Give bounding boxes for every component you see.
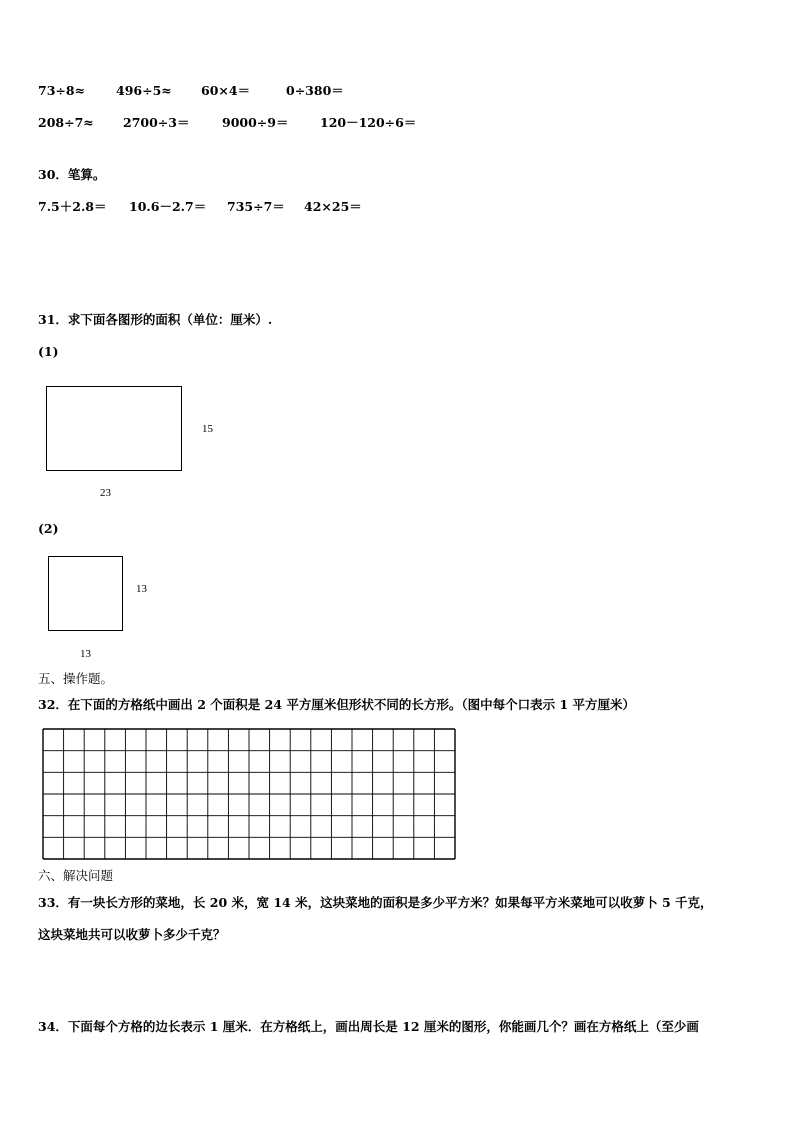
section-5-heading: 五、操作题。 [38,671,114,686]
calc-item: 10.6－2.7＝ [129,199,207,214]
calc-item: 496÷5≈ [116,83,172,98]
question-33-line-2: 这块菜地共可以收萝卜多少千克？ [38,927,226,942]
question-30-title: 30．笔算。 [38,167,106,182]
rectangle-figure [46,386,182,471]
rectangle-width-label: 23 [100,487,111,499]
calc-item: 735÷7＝ [227,199,285,214]
calc-item: 120－120÷6＝ [320,115,417,130]
question-31-title: 31．求下面各图形的面积（单位：厘米）. [38,312,273,327]
calc-item: 208÷7≈ [38,115,94,130]
rectangle-height-label: 15 [202,423,213,435]
calc-item: 73÷8≈ [38,83,86,98]
question-34-line-1: 34．下面每个方格的边长表示 1 厘米．在方格纸上，画出周长是 12 厘米的图形，你能画几个？画在方格纸上（至少画 [38,1019,699,1034]
question-33-line-1: 33．有一块长方形的菜地，长 20 米，宽 14 米，这块菜地的面积是多少平方米？如果每平方米菜地可以收萝卜 5 千克， [38,895,713,910]
calc-item: 60×4＝ [201,83,251,98]
square-side-label: 13 [136,583,147,595]
section-6-heading: 六、解决问题 [38,868,114,883]
calc-item: 42×25＝ [304,199,362,214]
calc-item: 7.5＋2.8＝ [38,199,107,214]
calc-item: 0÷380＝ [286,83,344,98]
square-grid-paper[interactable] [42,728,456,860]
figure-2-label: (2) [38,521,59,536]
square-bottom-label: 13 [80,648,91,660]
calc-item: 9000÷9＝ [222,115,289,130]
calc-item: 2700÷3＝ [123,115,190,130]
square-figure [48,556,123,631]
question-32-title: 32．在下面的方格纸中画出 2 个面积是 24 平方厘米但形状不同的长方形。（图中每个口表示 1 平方厘米） [38,697,636,712]
figure-1-label: (1) [38,344,59,359]
